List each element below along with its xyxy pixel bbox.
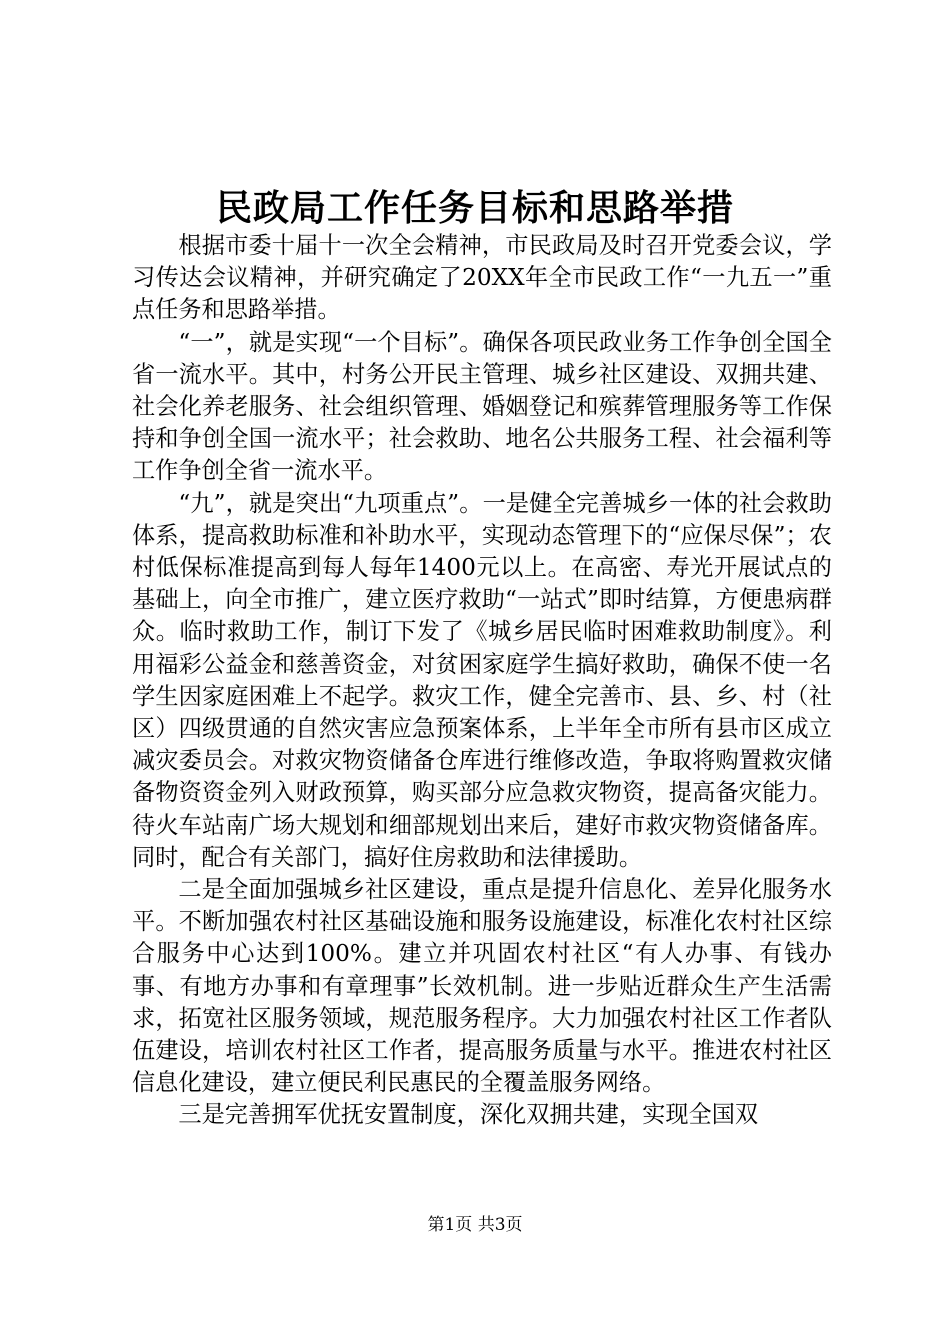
paragraph-community-building: 二是全面加强城乡社区建设，重点是提升信息化、差异化服务水平。不断加强农村社区基础设施和服务设施建设，标准化农村社区综合服务中心达到100%。建立并巩固农村社区“有人办事、有钱办事、有地方办事和有章理事”长效机制。进一步贴近群众生产生活需求，拓宽社区服务领域，规范服务程序。大力加强农村社区工作者队伍建设，培训农村社区工作者，提高服务质量与水平。推进农村社区信息化建设，建立便民利民惠民的全覆盖服务网络。 bbox=[132, 876, 832, 1097]
paragraph-nine-priorities: “九”，就是突出“九项重点”。一是健全完善城乡一体的社会救助体系，提高救助标准和补助水平，实现动态管理下的“应保尽保”；农村低保标准提高到每人每年1400元以上。在高密、寿光开展试点的基础上，向全市推广，建立医疗救助“一站式”即时结算，方便患病群众。临时救助工作，制订下发了《城乡居民临时困难救助制度》。利用福彩公益金和慈善资金，对贫困家庭学生搞好救助，确保不使一名学生因家庭困难上不起学。救灾工作，健全完善市、县、乡、村（社区）四级贯通的自然灾害应急预案体系，上半年全市所有县市区成立减灾委员会。对救灾物资储备仓库进行维修改造，争取将购置救灾储备物资资金列入财政预算，购买部分应急救灾物资，提高备灾能力。待火车站南广场大规划和细部规划出来后，建好市救灾物资储备库。同时，配合有关部门，搞好住房救助和法律援助。 bbox=[132, 489, 832, 871]
paragraph-one-goal: “一”，就是实现“一个目标”。确保各项民政业务工作争创全国全省一流水平。其中，村务公开民主管理、城乡社区建设、双拥共建、社会化养老服务、社会组织管理、婚姻登记和殡葬管理服务等工作保持和争创全国一流水平；社会救助、地名公共服务工程、社会福利等工作争创全省一流水平。 bbox=[132, 328, 832, 485]
paragraph-intro: 根据市委十届十一次全会精神，市民政局及时召开党委会议，学习传达会议精神，并研究确定了20XX年全市民政工作“一九五一”重点任务和思路举措。 bbox=[132, 232, 832, 324]
page-footer: 第1页 共3页 bbox=[427, 1215, 523, 1235]
paragraph-military-support: 三是完善拥军优抚安置制度，深化双拥共建，实现全国双 bbox=[178, 1101, 759, 1129]
document-title: 民政局工作任务目标和思路举措 bbox=[215, 187, 734, 229]
document-body bbox=[132, 230, 832, 1132]
